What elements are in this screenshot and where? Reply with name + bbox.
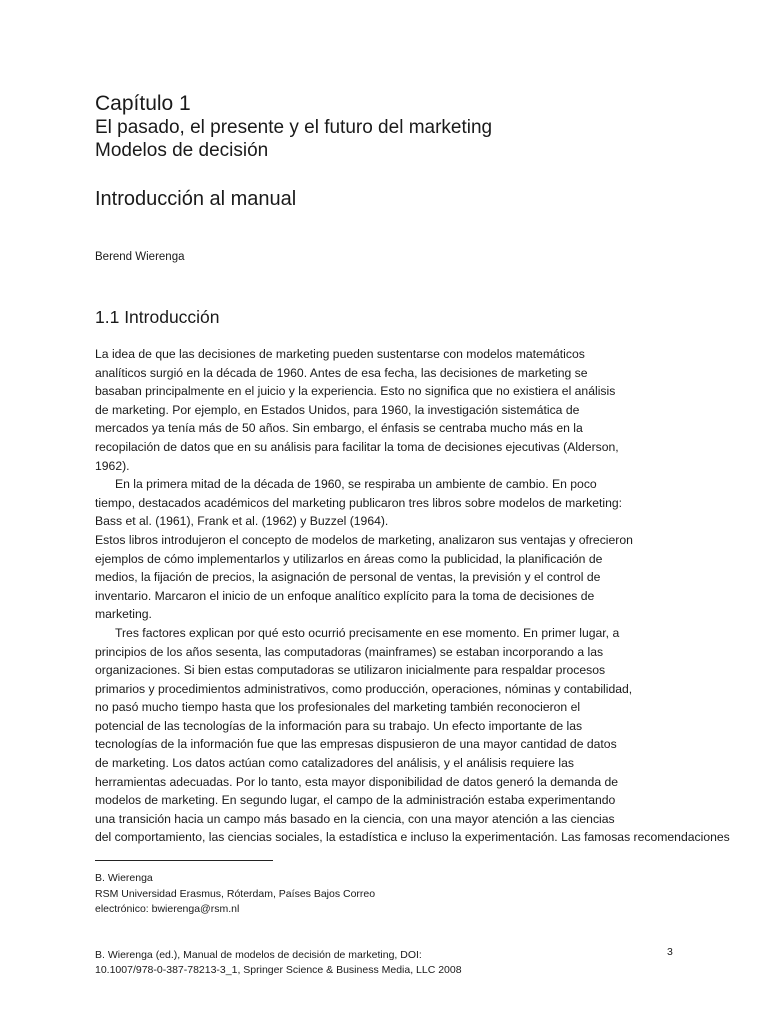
author-name: Berend Wierenga xyxy=(95,251,185,263)
body-line: tiempo, destacados académicos del marketing publicaron tres libros sobre modelos de marketing: xyxy=(95,495,623,510)
body-line: tecnologías de la información fue que las empresas dispusieron de una mayor cantidad de datos xyxy=(95,737,617,752)
chapter-title-line-2: Modelos de decisión xyxy=(95,140,269,161)
body-line: modelos de marketing. En segundo lugar, el campo de la administración estaba experimentando xyxy=(95,793,616,808)
footnote-line: RSM Universidad Erasmus, Róterdam, Países Bajos Correo xyxy=(95,887,376,900)
body-line: mercados ya tenía más de 50 años. Sin embargo, el énfasis se centraba mucho más en la xyxy=(95,421,583,436)
body-line: 1962). xyxy=(95,458,130,473)
body-line: organizaciones. Si bien estas computadoras se utilizaron inicialmente para respaldar procesos xyxy=(95,663,606,678)
body-line: La idea de que las decisiones de marketing pueden sustentarse con modelos matemáticos xyxy=(95,347,585,361)
chapter-number: Capítulo 1 xyxy=(95,92,191,115)
body-line: potencial de las tecnologías de la información para su trabajo. Un efecto importante de las xyxy=(95,718,583,733)
footnote xyxy=(95,871,375,918)
chapter-title-line-1: El pasado, el presente y el futuro del marketing xyxy=(95,117,493,138)
body-line: Tres factores explican por qué esto ocurrió precisamente en ese momento. En primer lugar, a xyxy=(115,625,620,640)
body-line: Estos libros introdujeron el concepto de modelos de marketing, analizaron sus ventajas y ofrecieron xyxy=(95,532,633,547)
chapter-header xyxy=(95,92,492,162)
body-text xyxy=(95,345,768,847)
body-line: ejemplos de cómo implementarlos y utilizarlos en áreas como la publicidad, la planificación de xyxy=(95,551,603,566)
intro-title: Introducción al manual xyxy=(95,188,297,210)
body-line: medios, la fijación de precios, la asignación de personal de ventas, la previsión y el control de xyxy=(95,570,601,585)
body-line: de marketing. Los datos actúan como catalizadores del análisis, y el análisis requiere las xyxy=(95,756,574,771)
footnote-divider xyxy=(95,860,273,861)
body-line: En la primera mitad de la década de 1960, se respiraba un ambiente de cambio. En poco xyxy=(115,477,597,492)
body-line: no pasó mucho tiempo hasta que los profesionales del marketing también reconocieron el xyxy=(95,700,581,715)
footnote-line: B. Wierenga xyxy=(95,872,153,884)
body-line: de marketing. Por ejemplo, en Estados Unidos, para 1960, la investigación sistemática de xyxy=(95,402,580,417)
body-line: del comportamiento, las ciencias sociales, la estadística e incluso la experimentación. Las famosas recomendaciones xyxy=(95,830,730,845)
body-line: principios de los años sesenta, las computadoras (mainframes) se estaban incorporando a las xyxy=(95,644,604,659)
body-line: una transición hacia un campo más basado en la ciencia, con una mayor atención a las ciencias xyxy=(95,811,615,826)
body-line: primarios y procedimientos administrativos, como producción, operaciones, nóminas y contabilidad, xyxy=(95,681,633,696)
body-line: inventario. Marcaron el inicio de un enfoque analítico explícito para la toma de decisiones de xyxy=(95,588,595,603)
body-line: Bass et al. (1961), Frank et al. (1962) y Buzzel (1964). xyxy=(95,514,389,529)
footnote-line[interactable]: electrónico: bwierenga@rsm.nl xyxy=(95,903,240,915)
body-line: marketing. xyxy=(95,607,152,622)
citation-line: 10.1007/978-0-387-78213-3_1, Springer Science & Business Media, LLC 2008 xyxy=(95,964,462,976)
body-line: herramientas adecuadas. Por lo tanto, esta mayor disponibilidad de datos generó la demanda de xyxy=(95,774,619,789)
body-line: analíticos surgió en la década de 1960. Antes de esa fecha, las decisiones de marketing se xyxy=(95,365,588,380)
citation xyxy=(95,948,462,978)
citation-line: B. Wierenga (ed.), Manual de modelos de decisión de marketing, DOI: xyxy=(95,949,422,961)
section-heading: 1.1 Introducción xyxy=(95,307,220,327)
body-line: recopilación de datos que en su análisis para facilitar la toma de decisiones ejecutivas (Alderson, xyxy=(95,439,619,454)
body-line: basaban principalmente en el juicio y la experiencia. Esto no significa que no existiera el análisis xyxy=(95,384,616,399)
page-number: 3 xyxy=(667,946,673,958)
